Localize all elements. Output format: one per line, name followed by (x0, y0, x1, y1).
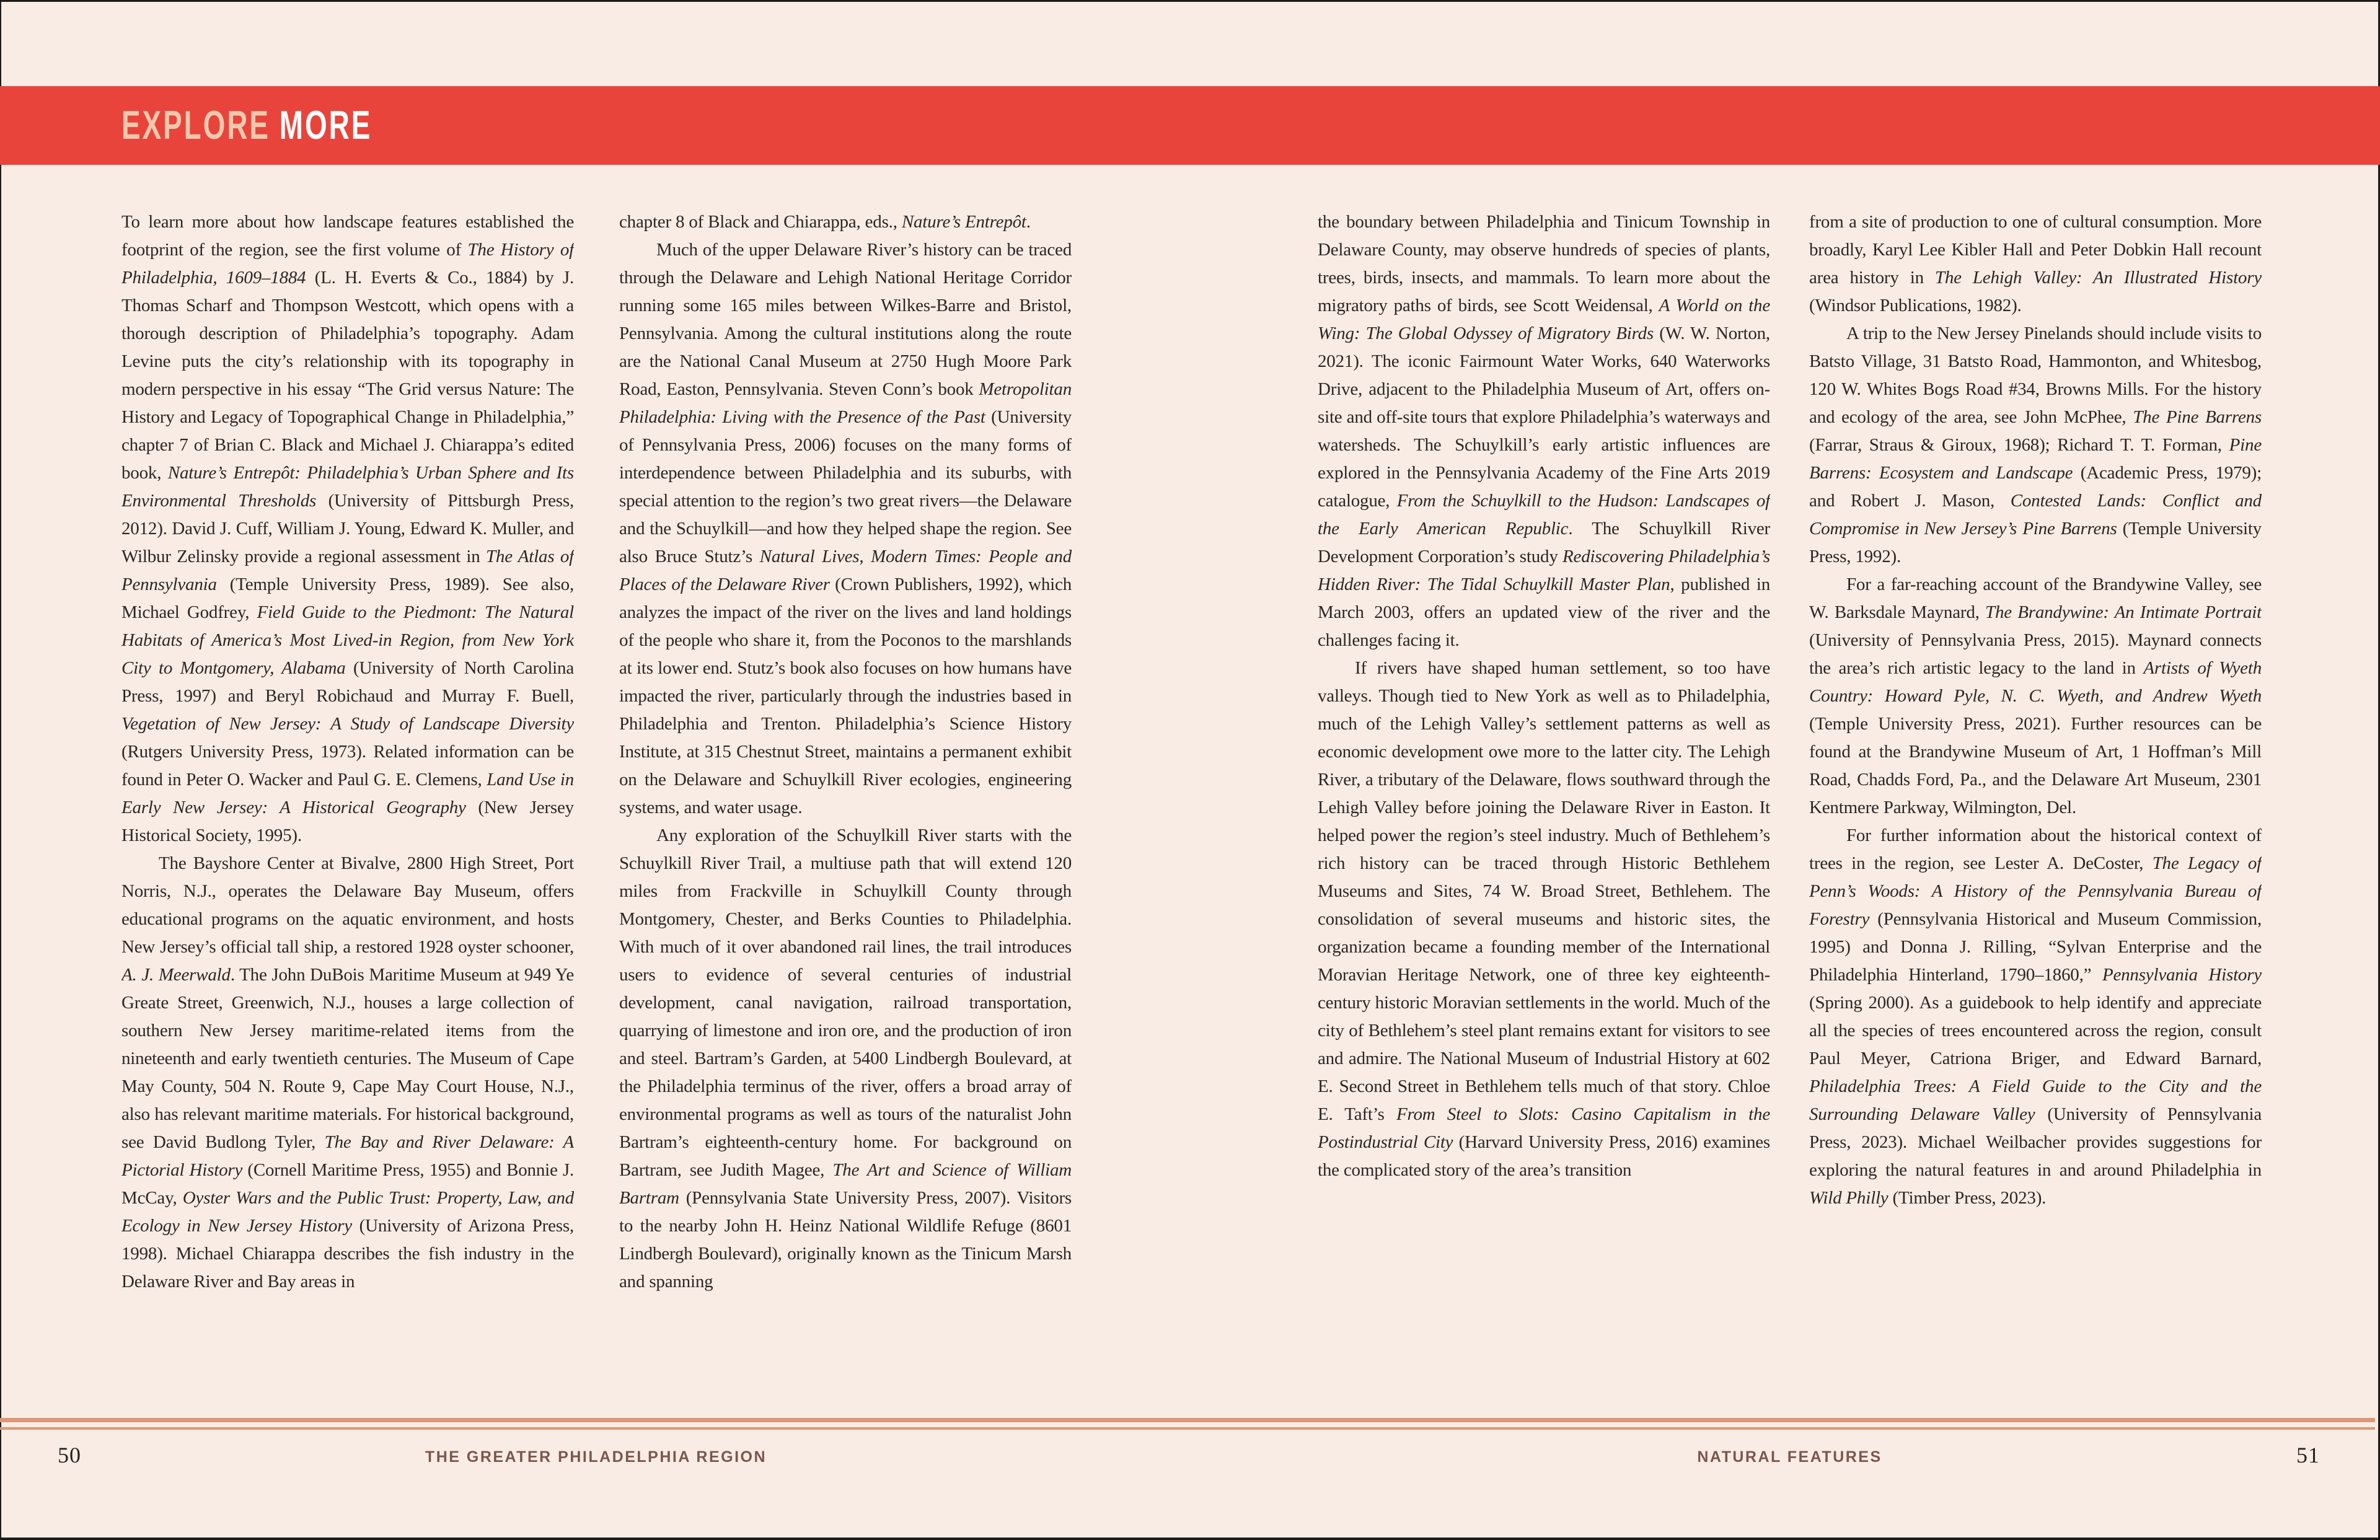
running-head-left: THE GREATER PHILADELPHIA REGION (425, 1448, 767, 1466)
bottom-edge-line (0, 1538, 2380, 1540)
left-edge-line (0, 0, 1, 1540)
running-head-right: NATURAL FEATURES (1697, 1448, 1882, 1466)
banner-title-explore: EXPLORE (121, 103, 270, 148)
banner-title-more: MORE (279, 103, 372, 148)
text-column-1: To learn more about how landscape features established the footprint of the region, see the first volume of The History of Philadelphia, 1609–1884 (L. H. Everts & Co., 1884) by J. Thomas Scharf and Thompson Westcott, which opens with a thorough description of Philadelphia’s topography. Adam Levine puts the city’s relationship with its topography in modern perspective in his essay “The Grid versus Nature: The History and Legacy of Topographical Change in Philadelphia,” chapter 7 of Brian C. Black and Michael J. Chiarappa’s edited book, Nature’s Entrepôt: Philadelphia’s Urban Sphere and Its Environmental Thresholds (University of Pittsburgh Press, 2012). David J. Cuff, William J. Young, Edward K. Muller, and Wilbur Zelinsky provide a regional assessment in The Atlas of Pennsylvania (Temple University Press, 1989). See also, Michael Godfrey, Field Guide to the Piedmont: The Natural Habitats of America’s Most Lived-in Region, from New York City to Montgomery, Alabama (University of North Carolina Press, 1997) and Beryl Robichaud and Murray F. Buell, Vegetation of New Jersey: A Study of Landscape Diversity (Rutgers University Press, 1973). Related information can be found in Peter O. Wacker and Paul G. E. Clemens, Land Use in Early New Jersey: A Historical Geography (New Jersey Historical Society, 1995). The Bayshore Center at Bivalve, 2800 High Street, Port Norris, N.J., operates the Delaware Bay Museum, offers educational programs on the aquatic environment, and hosts New Jersey’s official tall ship, a restored 1928 oyster schooner, A. J. Meerwald. The John DuBois Maritime Museum at 949 Ye Greate Street, Greenwich, N.J., houses a large collection of southern New Jersey maritime-related items from the nineteenth and early twentieth centuries. The Museum of Cape May County, 504 N. Route 9, Cape May Court House, N.J., also has relevant maritime materials. For historical background, see David Budlong Tyler, The Bay and River Delaware: A Pictorial History (Cornell Maritime Press, 1955) and Bonnie J. McCay, Oyster Wars and the Public Trust: Property, Law, and Ecology in New Jersey History (University of Arizona Press, 1998). Michael Chiarappa describes the fish industry in the Delaware River and Bay areas in (121, 212, 574, 1291)
page-number-right: 51 (2296, 1443, 2320, 1467)
page-number-left: 50 (58, 1443, 81, 1467)
text-column-2: chapter 8 of Black and Chiarappa, eds., Nature’s Entrepôt. Much of the upper Delaware River’s history can be traced through the Delaware and Lehigh National Heritage Corridor running some 165 miles between Wilkes-Barre and Bristol, Pennsylvania. Among the cultural institutions along the route are the National Canal Museum at 2750 Hugh Moore Park Road, Easton, Pennsylvania. Steven Conn’s book Metropolitan Philadelphia: Living with the Presence of the Past (University of Pennsylvania Press, 2006) focuses on the many forms of interdependence between Philadelphia and its suburbs, with special attention to the region’s two great rivers—the Delaware and the Schuylkill—and how they helped shape the region. See also Bruce Stutz’s Natural Lives, Modern Times: People and Places of the Delaware River (Crown Publishers, 1992), which analyzes the impact of the river on the lives and land holdings of the people who share it, from the Poconos to the marshlands at its lower end. Stutz’s book also focuses on how humans have impacted the river, particularly through the industries based in Philadelphia and Trenton. Philadelphia’s Science History Institute, at 315 Chestnut Street, maintains a permanent exhibit on the Delaware and Schuylkill River ecologies, engineering systems, and water usage. Any exploration of the Schuylkill River starts with the Schuylkill River Trail, a multiuse path that will extend 120 miles from Frackville in Schuylkill County through Montgomery, Chester, and Berks Counties to Philadelphia. With much of it over abandoned rail lines, the trail introduces users to evidence of several centuries of industrial development, canal navigation, railroad transportation, quarrying of limestone and iron ore, and the production of iron and steel. Bartram’s Garden, at 5400 Lindbergh Boulevard, at the Philadelphia terminus of the river, offers a broad array of environmental programs as well as tours of the naturalist John Bartram’s eighteenth-century home. For background on Bartram, see Judith Magee, The Art and Science of William Bartram (Pennsylvania State University Press, 2007). Visitors to the nearby John H. Heinz National Wildlife Refuge (8601 Lindbergh Boulevard), originally known as the Tinicum Marsh and spanning (619, 212, 1072, 1291)
footer-rule-thick (0, 1418, 2375, 1422)
top-edge-line (0, 0, 2380, 2)
text-column-3: the boundary between Philadelphia and Tinicum Township in Delaware County, may observe hundreds of species of plants, trees, birds, insects, and mammals. To learn more about the migratory paths of birds, see Scott Weidensal, A World on the Wing: The Global Odyssey of Migratory Birds (W. W. Norton, 2021). The iconic Fairmount Water Works, 640 Waterworks Drive, adjacent to the Philadelphia Museum of Art, offers on-site and off-site tours that explore Philadelphia’s waterways and watersheds. The Schuylkill’s early artistic influences are explored in the Pennsylvania Academy of the Fine Arts 2019 catalogue, From the Schuylkill to the Hudson: Landscapes of the Early American Republic. The Schuylkill River Development Corporation’s study Rediscovering Philadelphia’s Hidden River: The Tidal Schuylkill Master Plan, published in March 2003, offers an updated view of the river and the challenges facing it. If rivers have shaped human settlement, so too have valleys. Though tied to New York as well as to Philadelphia, much of the Lehigh Valley’s settlement patterns as well as economic development owe more to the latter city. The Lehigh River, a tributary of the Delaware, flows southward through the Lehigh Valley before joining the Delaware River in Easton. It helped power the region’s steel industry. Much of Bethlehem’s rich history can be traced through Historic Bethlehem Museums and Sites, 74 W. Broad Street, Bethlehem. The consolidation of several museums and historic sites, the organization became a founding member of the International Moravian Heritage Network, one of three key eighteenth-century historic Moravian settlements in the world. Much of the city of Bethlehem’s steel plant remains extant for visitors to see and admire. The National Museum of Industrial History at 602 E. Second Street in Bethlehem tells much of that story. Chloe E. Taft’s From Steel to Slots: Casino Capitalism in the Postindustrial City (Harvard University Press, 2016) examines the complicated story of the area’s transition (1318, 212, 1770, 1180)
text-column-4: from a site of production to one of cultural consumption. More broadly, Karyl Lee Kibler Hall and Peter Dobkin Hall recount area history in The Lehigh Valley: An Illustrated History (Windsor Publications, 1982). A trip to the New Jersey Pinelands should include visits to Batsto Village, 31 Batsto Road, Hammonton, and Whitesbog, 120 W. Whites Bogs Road #34, Browns Mills. For the history and ecology of the area, see John McPhee, The Pine Barrens (Farrar, Straus & Giroux, 1968); Richard T. T. Forman, Pine Barrens: Ecosystem and Landscape (Academic Press, 1979); and Robert J. Mason, Contested Lands: Conflict and Compromise in New Jersey’s Pine Barrens (Temple University Press, 1992). For a far-reaching account of the Brandywine Valley, see W. Barksdale Maynard, The Brandywine: An Intimate Portrait (University of Pennsylvania Press, 2015). Maynard connects the area’s rich artistic legacy to the land in Artists of Wyeth Country: Howard Pyle, N. C. Wyeth, and Andrew Wyeth (Temple University Press, 2021). Further resources can be found at the Brandywine Museum of Art, 1 Hoffman’s Mill Road, Chadds Ford, Pa., and the Delaware Art Museum, 2301 Kentmere Parkway, Wilmington, Del. For further information about the historical context of trees in the region, see Lester A. DeCoster, The Legacy of Penn’s Woods: A History of the Pennsylvania Bureau of Forestry (Pennsylvania Historical and Museum Commission, 1995) and Donna J. Rilling, “Sylvan Enterprise and the Philadelphia Hinterland, 1790–1860,” Pennsylvania History (Spring 2000). As a guidebook to help identify and appreciate all the species of trees encountered across the region, consult Paul Meyer, Catriona Briger, and Edward Barnard, Philadelphia Trees: A Field Guide to the City and the Surrounding Delaware Valley (University of Pennsylvania Press, 2023). Michael Weilbacher provides suggestions for exploring the natural features in and around Philadelphia in Wild Philly (Timber Press, 2023). (1809, 212, 2262, 1208)
banner-title (121, 103, 372, 149)
explore-more-banner (0, 86, 2380, 165)
footer-rule-thin (0, 1427, 2375, 1430)
